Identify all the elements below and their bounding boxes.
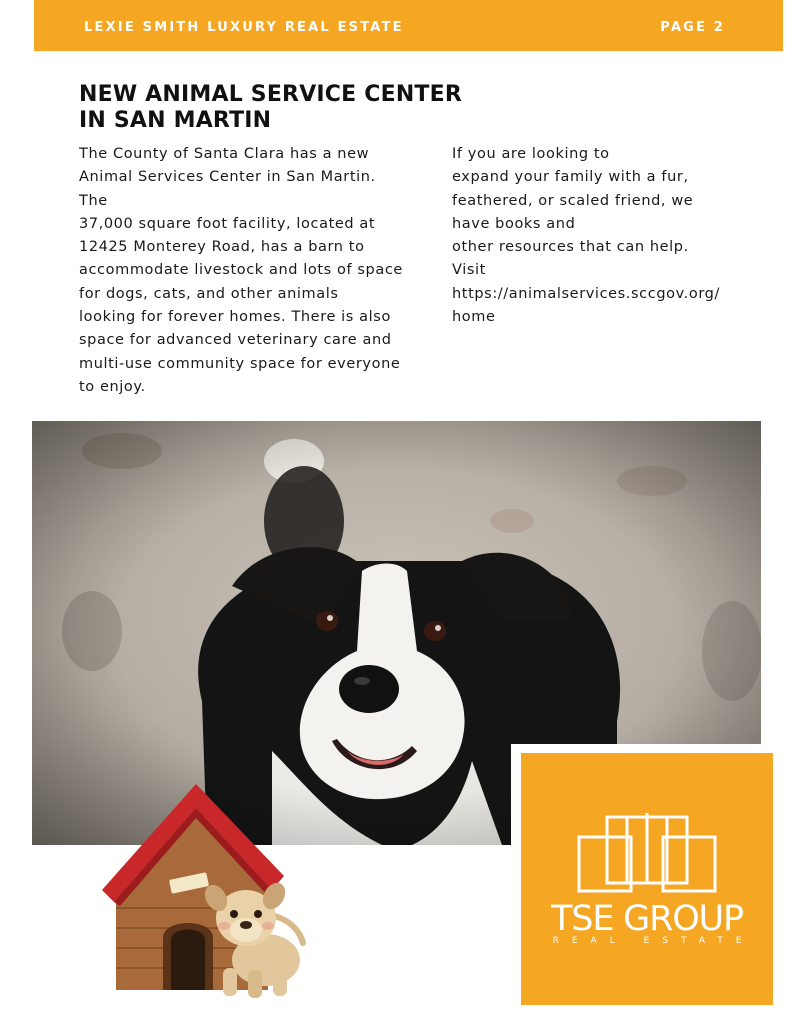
dog-house-illustration	[98, 778, 313, 1003]
body-text-line: accommodate livestock and lots of space	[79, 262, 403, 279]
building-logo-icon	[577, 811, 717, 895]
body-text-line: other resources that can help.	[452, 239, 689, 256]
article-title-line: IN SAN MARTIN	[79, 108, 272, 133]
body-text-line: looking for forever homes. There is also	[79, 309, 391, 326]
body-text-line: 37,000 square foot facility, located at	[79, 215, 376, 232]
article-title-line: NEW ANIMAL SERVICE CENTER	[79, 82, 463, 107]
article-body-right-column	[452, 143, 752, 329]
body-text-line: multi-use community space for everyone	[79, 355, 401, 372]
logo-name: TSE GROUP	[551, 899, 743, 939]
website-link[interactable]: https://animalservices.sccgov.org/	[452, 285, 720, 302]
body-text-line: for dogs, cats, and other animals	[79, 285, 339, 302]
body-text-line: space for advanced veterinary care and	[79, 332, 392, 349]
body-text-line: 12425 Monterey Road, has a barn to	[79, 239, 365, 256]
body-text-line: The County of Santa Clara has a new	[79, 146, 370, 162]
website-link[interactable]: home	[452, 309, 496, 326]
body-text-line: to enjoy.	[79, 378, 146, 395]
body-text-line: feathered, or scaled friend, we	[452, 192, 694, 209]
body-text-line: Visit	[452, 262, 486, 279]
body-text-line: If you are looking to	[452, 146, 610, 162]
header-bar	[34, 0, 783, 51]
body-text-line: The	[79, 192, 108, 209]
logo-subtitle: REAL ESTATE	[552, 936, 755, 946]
body-text-line: expand your family with a fur,	[452, 169, 689, 186]
tse-group-logo	[521, 753, 773, 1005]
body-text-line: Animal Services Center in San Martin.	[79, 169, 376, 186]
article-title	[79, 82, 499, 134]
body-text-line: have books and	[452, 215, 576, 232]
page-number: PAGE 2	[660, 20, 725, 35]
header-brand-text: LEXIE SMITH LUXURY REAL ESTATE	[84, 20, 404, 35]
article-body-left-column	[79, 143, 444, 399]
